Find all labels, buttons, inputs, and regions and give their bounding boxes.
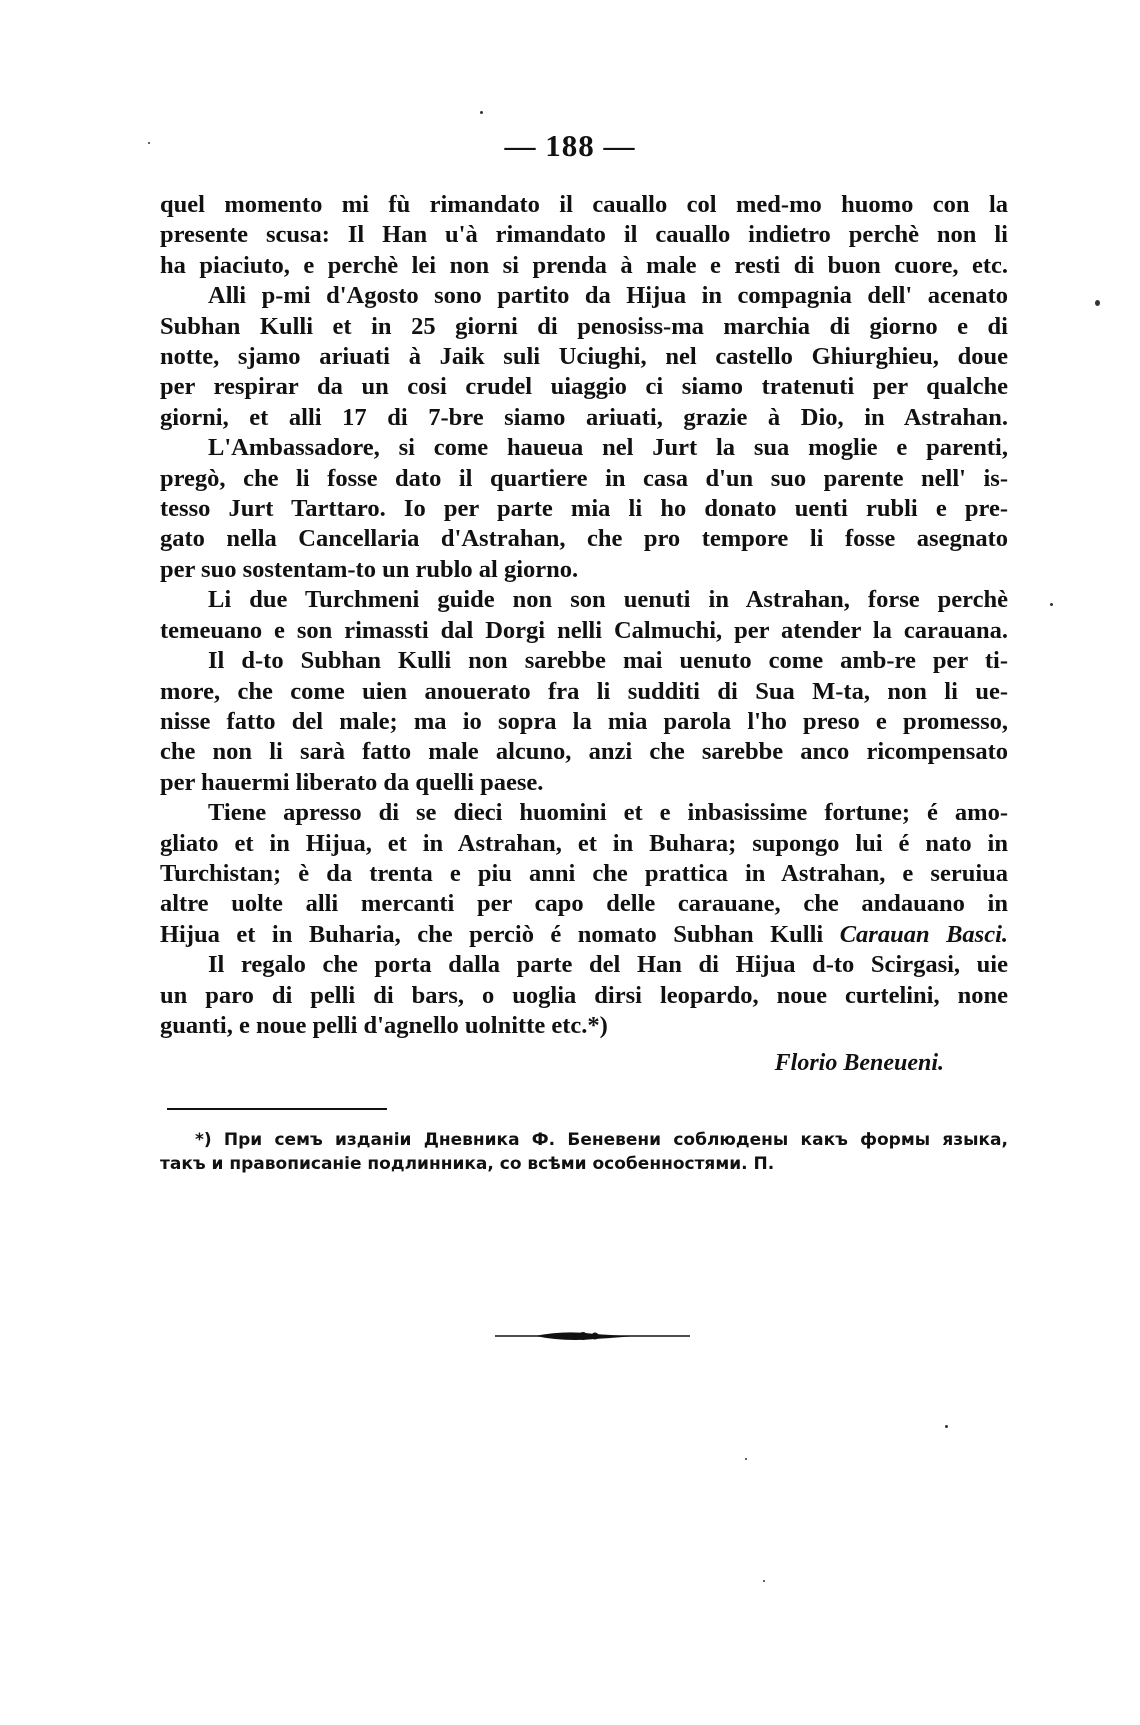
text-line: L'Ambassadore, si come haueua nel Jurt la sua moglie e parenti, — [208, 434, 1008, 462]
text-line: un paro di pelli di bars, o uoglia dirsi leopardo, noue curtelini, none — [160, 981, 1008, 1009]
footnote — [160, 1128, 1008, 1176]
text-line: Li due Turchmeni guide non son uenuti in Astrahan, forse perchè — [208, 586, 1008, 614]
text-line: altre uolte alli mercanti per capo delle carauane, che andauano in — [160, 890, 1008, 918]
text-line: per hauermi liberato da quelli paese. — [160, 768, 544, 796]
page-speck — [1050, 603, 1053, 606]
footnote-rule — [167, 1108, 387, 1110]
text-line: ha piaciuto, e perchè lei non si prenda à male e resti di buon cuore, etc. — [160, 251, 1008, 279]
ornament-divider — [495, 1330, 690, 1342]
text-line: notte, sjamo ariuati à Jaik suli Uciughi, nel castello Ghiurghieu, doue — [160, 343, 1008, 371]
text-line: nisse fatto del male; ma io sopra la mia parola l'ho preso e promesso, — [160, 707, 1008, 735]
text-line: Il d-to Subhan Kulli non sarebbe mai uenuto come amb-re per ti- — [208, 647, 1008, 675]
text-line: guanti, e noue pelli d'agnello uolnitte etc.*) — [160, 1011, 608, 1039]
text-line: presente scusa: Il Han u'à rimandato il cauallo indietro perchè non li — [160, 221, 1008, 249]
signature: Florio Beneueni. — [774, 1050, 944, 1076]
footnote-line: такъ и правописаніе подлинника, со всѣми особенностями. П. — [160, 1154, 775, 1174]
text-line: gliato et in Hijua, et in Astrahan, et in Buhara; supongo lui é nato in — [160, 829, 1008, 857]
text-line: pregò, che li fosse dato il quartiere in casa d'un suo parente nell' is- — [160, 464, 1008, 492]
text-line: per respirar da un cosi crudel uiaggio ci siamo tratenuti per qualche — [160, 373, 1008, 401]
text-line: Alli p-mi d'Agosto sono partito da Hijua in compagnia dell' acenato — [208, 282, 1008, 310]
text-line: Subhan Kulli et in 25 giorni di penosiss-ma marchia di giorno e di — [160, 312, 1008, 340]
text-line: gato nella Cancellaria d'Astrahan, che pro tempore li fosse asegnato — [160, 525, 1008, 553]
page-speck — [148, 142, 150, 144]
text-line: Turchistan; è da trenta e piu anni che prattica in Astrahan, e seruiua — [160, 859, 1008, 887]
text-line: tesso Jurt Tarttaro. Io per parte mia li ho donato uenti rubli e pre- — [160, 495, 1008, 523]
text-line: Il regalo che porta dalla parte del Han di Hijua d-to Scirgasi, uie — [208, 951, 1008, 979]
italic-text-segment: Carauan Basci. — [839, 920, 1009, 948]
page-speck — [763, 1580, 765, 1582]
page-speck — [480, 111, 483, 114]
text-line: giorni, et alli 17 di 7-bre siamo ariuati, grazie à Dio, in Astrahan. — [160, 403, 1008, 431]
footnote-line: *) При семъ изданіи Дневника Ф. Беневени соблюдены какъ формы языка, — [195, 1130, 1008, 1150]
text-line: che non li sarà fatto male alcuno, anzi che sarebbe anco ricompensato — [160, 738, 1008, 766]
text-line: per suo sostentam-to un rublo al giorno. — [160, 555, 579, 583]
text-line: Tiene apresso di se dieci huomini et e inbasissime fortune; é amo- — [208, 799, 1008, 827]
text-line — [160, 920, 1008, 950]
text-segment: Hijua et in Buharia, che perciò é nomato Subhan Kulli — [160, 920, 824, 948]
text-line: temeuano e son rimassti dal Dorgi nelli Calmuchi, per atender la carauana. — [160, 616, 1008, 644]
page-speck — [945, 1425, 948, 1428]
page-number: — 188 — — [504, 128, 636, 163]
text-line: more, che come uien anouerato fra li sudditi di Sua M-ta, non li ue- — [160, 677, 1008, 705]
page-speck — [1095, 300, 1100, 306]
page-speck — [745, 1458, 747, 1460]
text-line: quel momento mi fù rimandato il cauallo col med-mo huomo con la — [160, 191, 1008, 218]
body-text — [160, 190, 1008, 1041]
